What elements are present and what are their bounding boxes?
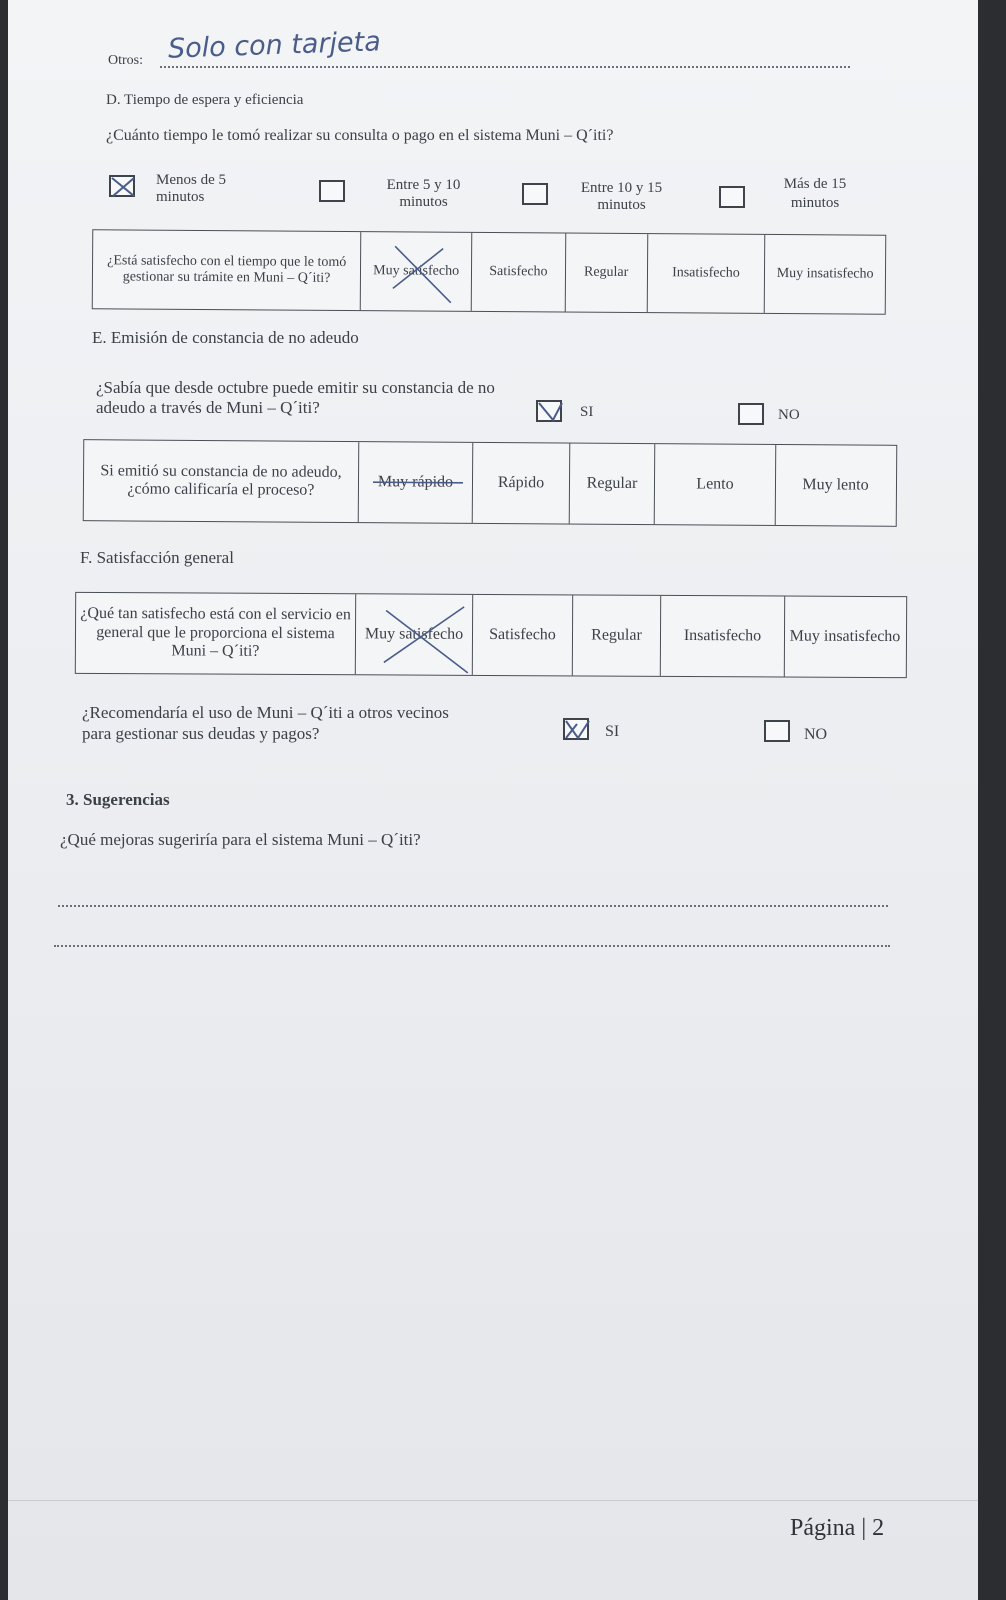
time-option-satisfecho[interactable]: Satisfecho [471,233,565,312]
otros-label: Otros: [108,53,143,68]
section-3-title: 3. Sugerencias [66,790,170,809]
rating-option-regular[interactable]: Regular [569,444,655,525]
rating-option-lento[interactable]: Lento [654,444,776,525]
rating-option-muy-lento[interactable]: Muy lento [775,445,896,526]
no-adeudo-no-label: NO [778,407,800,423]
section-e-question: ¿Sabía que desde octubre puede emitir su constancia de no adeudo a través de Muni – Q´iti? [96,378,495,418]
recommend-no-label: NO [804,726,828,743]
survey-page [8,0,978,1600]
general-option-regular[interactable]: Regular [572,595,660,675]
general-satisfaction-table [75,592,907,678]
option-5-10-checkbox[interactable] [319,180,345,202]
option-less-5-checkbox[interactable] [109,175,135,197]
section-d-question: ¿Cuánto tiempo le tomó realizar su consulta o pago en el sistema Muni – Q´iti? [106,127,614,144]
time-option-muy-satisfecho[interactable]: Muy satisfecho [360,232,471,311]
no-adeudo-si-checkbox[interactable] [536,400,562,422]
recommend-question: ¿Recomendaría el uso de Muni – Q´iti a otros vecinos para gestionar sus deudas y pagos? [82,703,449,744]
time-option-muy-insatisfecho[interactable]: Muy insatisfecho [764,235,885,314]
section-e-title: E. Emisión de constancia de no adeudo [92,328,359,347]
recommend-si-label: SI [605,723,620,740]
no-adeudo-si-label: SI [580,404,594,420]
option-more-15-label: Más de 15 minutos [783,176,847,211]
suggestion-line-1[interactable] [58,905,888,907]
option-10-15-checkbox[interactable] [522,183,548,205]
rating-option-muy-rapido[interactable]: Muy rápido [358,442,473,523]
recommend-si-checkbox[interactable] [563,718,589,740]
footer-divider [8,1500,978,1501]
option-less-5-label: Menos de 5 minutos [156,172,226,205]
page-number: Página | 2 [790,1515,885,1541]
option-5-10-label: Entre 5 y 10 minutos [386,177,461,210]
time-option-regular[interactable]: Regular [565,234,647,313]
suggestion-line-2[interactable] [54,945,890,947]
general-option-muy-satisfecho[interactable]: Muy satisfecho [355,594,472,675]
time-satisfaction-question: ¿Está satisfecho con el tiempo que le tomó gestionar su trámite en Muni – Q´iti? [107,253,347,286]
general-satisfaction-question: ¿Qué tan satisfecho está con el servicio en general que le proporciona el sistema Muni – Q´iti? [80,605,351,660]
section-f-title: F. Satisfacción general [80,548,234,567]
time-satisfaction-table [92,229,887,315]
no-adeudo-rating-table [83,439,898,527]
time-option-insatisfecho[interactable]: Insatisfecho [646,234,764,313]
option-10-15-label: Entre 10 y 15 minutos [580,180,663,213]
section-d-title: D. Tiempo de espera y eficiencia [106,92,304,108]
rating-option-rapido[interactable]: Rápido [472,443,570,524]
otros-handwritten: Solo con tarjeta [167,26,382,65]
general-option-muy-insatisfecho[interactable]: Muy insatisfecho [784,597,905,678]
no-adeudo-rating-question: Si emitió su constancia de no adeudo, ¿cómo calificaría el proceso? [100,461,342,499]
recommend-no-checkbox[interactable] [764,720,790,742]
option-more-15-checkbox[interactable] [719,186,745,208]
general-option-satisfecho[interactable]: Satisfecho [472,595,572,676]
section-3-question: ¿Qué mejoras sugeriría para el sistema Muni – Q´iti? [60,830,421,849]
otros-line [160,66,850,68]
no-adeudo-no-checkbox[interactable] [738,403,764,425]
general-option-insatisfecho[interactable]: Insatisfecho [660,596,784,677]
